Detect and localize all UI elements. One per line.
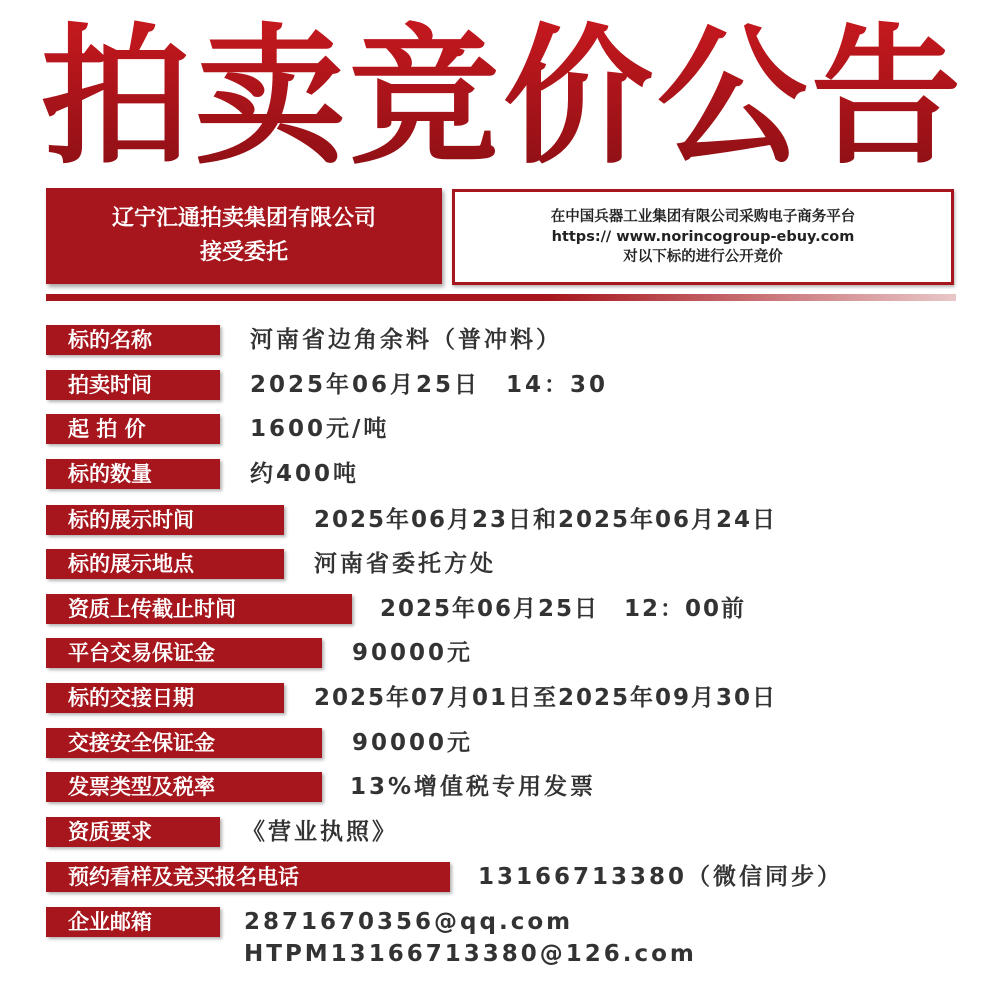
row-value: 13%增值税专用发票 bbox=[350, 774, 597, 800]
row-label: 交接安全保证金 bbox=[46, 728, 322, 758]
row-value: 2025年06月23日和2025年06月24日 bbox=[314, 507, 778, 533]
auction-house-name: 辽宁汇通拍卖集团有限公司 bbox=[111, 206, 376, 231]
row-label: 标的名称 bbox=[46, 325, 220, 355]
row-label: 企业邮箱 bbox=[46, 907, 220, 937]
bidding-statement: 对以下标的进行公开竞价 bbox=[623, 249, 783, 265]
row-value: 1600元/吨 bbox=[250, 416, 390, 442]
row-value: 13166713380（微信同步） bbox=[478, 864, 844, 890]
row-value: 90000元 bbox=[352, 640, 474, 666]
entrusted-text: 接受委托 bbox=[199, 240, 288, 265]
row-value: 《营业执照》 bbox=[242, 819, 398, 845]
auction-house-box bbox=[46, 188, 442, 284]
row-label: 标的交接日期 bbox=[46, 683, 284, 713]
row-label: 标的展示时间 bbox=[46, 505, 284, 535]
row-label: 资质上传截止时间 bbox=[46, 594, 352, 624]
platform-url: https:// www.norincogroup-ebuy.com bbox=[551, 229, 855, 245]
row-label: 起 拍 价 bbox=[46, 414, 220, 444]
row-value: 河南省委托方处 bbox=[314, 551, 496, 577]
divider-rule bbox=[46, 294, 956, 301]
row-label: 平台交易保证金 bbox=[46, 638, 322, 668]
platform-name: 在中国兵器工业集团有限公司采购电子商务平台 bbox=[550, 209, 856, 225]
row-label: 标的数量 bbox=[46, 459, 220, 489]
row-label: 拍卖时间 bbox=[46, 370, 220, 400]
row-value: 2025年06月25日 12：00前 bbox=[380, 596, 747, 622]
page-title bbox=[38, 11, 968, 185]
row-value: 90000元 bbox=[352, 730, 474, 756]
row-value: 2025年06月25日 14：30 bbox=[250, 372, 609, 398]
title-text: 拍卖竞价公告 bbox=[40, 11, 965, 185]
row-label: 标的展示地点 bbox=[46, 549, 284, 579]
row-label: 资质要求 bbox=[46, 817, 220, 847]
row-label: 发票类型及税率 bbox=[46, 772, 322, 802]
platform-info-box bbox=[452, 189, 954, 285]
row-value: 2025年07月01日至2025年09月30日 bbox=[314, 685, 778, 711]
row-value: 河南省边角余料（普冲料） bbox=[250, 327, 562, 353]
row-label: 预约看样及竞买报名电话 bbox=[46, 862, 450, 892]
email-primary: 2871670356@qq.com bbox=[244, 909, 574, 935]
email-secondary: HTPM13166713380@126.com bbox=[244, 941, 697, 967]
row-value: 约400吨 bbox=[250, 461, 360, 487]
